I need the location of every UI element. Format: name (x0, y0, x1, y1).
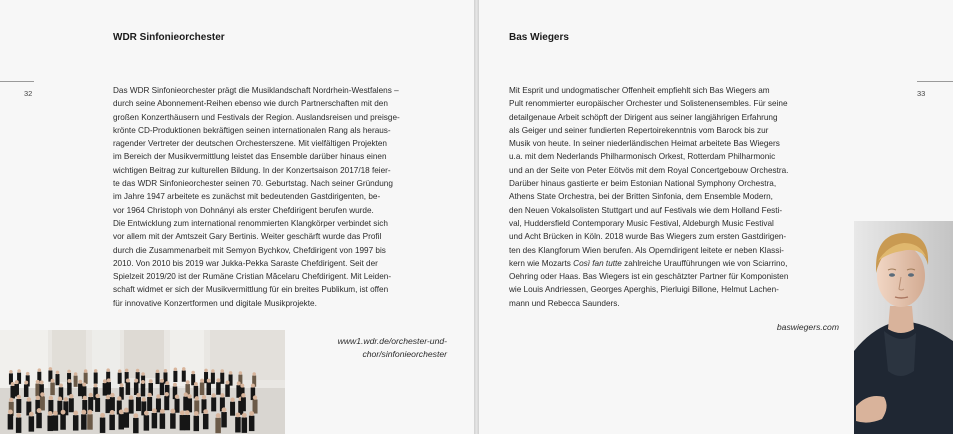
orchestra-photo (0, 330, 285, 434)
body-line: durch seine Abonnement-Reihen ebenso wie durch Partnerschaften mit den (113, 99, 388, 109)
musician-head (67, 379, 71, 383)
musician-figure (136, 397, 141, 411)
musician-head (222, 407, 227, 412)
musician-head (174, 367, 178, 371)
body-line-text: mann und Rebecca Saunders. (509, 298, 620, 308)
musician-head (236, 412, 241, 417)
musician-figure (200, 382, 205, 395)
baswiegers-url-link[interactable]: baswiegers.com (776, 322, 839, 332)
musician-head (173, 383, 177, 387)
musician-figure (242, 417, 248, 432)
body-line: vor 1964 Christoph von Dohnányi als erster Chefdirigent berufen wurde. (113, 205, 374, 215)
body-line-text: und Acht Brücken in Köln. 2018 wurde Bas Wiegers zum ersten Gastdirigen- (509, 232, 787, 242)
musician-head (16, 413, 21, 418)
musician-figure (109, 415, 115, 430)
musician-head (117, 396, 121, 400)
musician-head (144, 411, 149, 416)
musician-head (195, 396, 199, 400)
musician-figure (124, 412, 130, 427)
musician-head (36, 380, 40, 384)
body-line: vor allem mit der Amtszeit Gary Bertinis. Weiter geschärft wurde das Profil (113, 232, 382, 242)
musician-head (58, 396, 62, 400)
musician-figure (50, 383, 55, 396)
body-line (509, 190, 854, 203)
musician-figure (156, 373, 160, 384)
body-line: 2010. Von 2010 bis 2019 war Jukka-Pekka Saraste Chefdirigent. Seit der (113, 258, 378, 268)
musician-head (149, 379, 153, 383)
musician-head (88, 410, 93, 415)
musician-figure (10, 386, 15, 399)
musician-figure (126, 382, 131, 395)
musician-figure (84, 373, 88, 384)
musician-head (94, 383, 98, 387)
musician-figure (173, 371, 177, 382)
musician-figure (88, 397, 93, 411)
musician-figure (187, 398, 192, 412)
right-page-body (509, 84, 854, 310)
musician-head (194, 382, 198, 386)
musician-head (141, 380, 145, 384)
body-line-text: und an der Seite von Peter Eötvös mit dem Royal Concertgebouw Orchestra. (509, 165, 789, 175)
musician-figure (253, 400, 258, 414)
musician-figure (194, 416, 200, 431)
musician-head (194, 411, 199, 416)
musician-head (9, 370, 13, 374)
musician-figure (182, 371, 186, 382)
musician-head (133, 413, 138, 418)
musician-head (186, 380, 190, 384)
musician-head (164, 369, 168, 373)
musician-head (147, 393, 151, 397)
musician-figure (152, 413, 158, 428)
musician-head (160, 409, 165, 414)
musician-figure (103, 383, 108, 396)
body-line: wichtigen Beitrag zur kulturellen Bildung. In der Konzertsaison 2017/18 feier- (113, 165, 391, 175)
musician-head (126, 379, 130, 383)
musician-head (118, 369, 122, 373)
musician-figure (129, 400, 134, 414)
musician-head (17, 369, 21, 373)
musician-head (73, 411, 78, 416)
musician-figure (230, 402, 235, 416)
musician-head (67, 370, 71, 374)
body-line-text: val, Huddersfield Contemporary Music Festival, Aldeburgh Music Festival (509, 218, 774, 228)
musician-head (253, 395, 257, 399)
musician-head (156, 369, 160, 373)
musician-head (69, 394, 73, 398)
musician-head (200, 379, 204, 383)
musician-figure (47, 416, 53, 431)
musician-figure (185, 415, 191, 430)
body-line-text: Pult renommierter europäischer Orchester und Solistenensembles. Für seine (509, 99, 788, 109)
musician-head (220, 369, 224, 373)
musician-figure (106, 382, 111, 395)
musician-head (110, 410, 115, 415)
body-line (509, 297, 854, 310)
musician-head (74, 372, 78, 376)
body-line (509, 124, 854, 137)
musician-head (142, 397, 146, 401)
body-line (509, 177, 854, 190)
musician-head (203, 409, 208, 414)
musician-head (170, 409, 175, 414)
musician-head (204, 369, 208, 373)
musician-head (11, 382, 15, 386)
musician-head (152, 408, 157, 413)
body-line: für innovative Konzertformen und digitale Musikprojekte. (113, 298, 317, 308)
musician-head (106, 395, 110, 399)
body-line-text: den Neuen Vokalsolisten Stuttgart und auf Festivals wie dem Holland Festi- (509, 205, 783, 215)
orchestra-photo-graphic (0, 330, 285, 434)
body-line: großen Konzerthäusern und Festivals der Region. Auslandsreisen und preisge- (113, 112, 400, 122)
musician-figure (221, 412, 227, 427)
musician-figure (216, 382, 221, 395)
body-line (509, 204, 854, 217)
musician-head (242, 413, 247, 418)
left-page-heading: WDR Sinfonieorchester (113, 32, 225, 43)
body-line (509, 257, 854, 270)
left-page-body (113, 84, 458, 310)
musician-head (216, 378, 220, 382)
musician-figure (73, 415, 79, 430)
musician-figure (100, 418, 106, 433)
body-line-text: kern wie Mozarts (509, 258, 574, 268)
url-line[interactable]: chor/sinfonieorchester (362, 349, 447, 359)
url-line[interactable]: www1.wdr.de/orchester-und- (337, 336, 447, 346)
musician-head (136, 393, 140, 397)
musician-head (103, 379, 107, 383)
musician-head (211, 369, 215, 373)
musician-head (9, 398, 13, 402)
musician-figure (180, 415, 186, 430)
musician-head (17, 395, 21, 399)
musician-head (38, 368, 42, 372)
musician-head (83, 396, 87, 400)
body-line: Spielzeit 2019/20 ist der Rumäne Cristian Măcelaru Chefdirigent. Mit Leiden- (113, 272, 392, 282)
musician-head (134, 379, 138, 383)
musician-head (184, 392, 188, 396)
body-line (509, 137, 854, 150)
musician-head (207, 379, 211, 383)
musician-figure (160, 383, 165, 396)
body-line-text: Musik von heute. In seiner niederländischen Heimat arbeitete Bas Wiegers (509, 139, 780, 149)
musician-head (106, 368, 110, 372)
musician-figure (206, 382, 211, 395)
conductor-portrait (854, 221, 953, 434)
body-line (509, 97, 854, 110)
body-line-text: als Geiger und seiner fundierten Repertoirekenntnis vom Barock bis zur (509, 125, 769, 135)
musician-head (120, 383, 124, 387)
musician-head (15, 380, 19, 384)
musician-figure (95, 398, 100, 412)
musician-figure (40, 396, 45, 410)
musician-figure (29, 416, 35, 431)
musician-head (187, 394, 191, 398)
musician-head (49, 367, 53, 371)
musician-head (202, 395, 206, 399)
musician-head (237, 381, 241, 385)
musician-head (229, 371, 233, 375)
musician-figure (118, 414, 124, 429)
musician-figure (133, 418, 139, 433)
musician-figure (67, 383, 72, 396)
musician-head (56, 371, 60, 375)
musician-figure (164, 396, 169, 410)
body-line (509, 217, 854, 230)
body-line-text: zahlreiche Uraufführungen wie von Sciarrino, (621, 258, 788, 268)
musician-figure (160, 413, 166, 428)
body-line: durch die Zusammenarbeit mit Semyon Bychkov, Chefdirigent von 1997 bis (113, 245, 386, 255)
musician-figure (8, 414, 13, 429)
musician-head (64, 397, 68, 401)
musician-figure (55, 374, 59, 385)
musician-head (95, 394, 99, 398)
musician-figure (16, 418, 22, 433)
musician-figure (144, 415, 150, 430)
musician-figure (53, 415, 59, 430)
body-line-text: Oehring oder Haas. Bas Wiegers ist ein geschätzter Partner für Komponisten (509, 272, 789, 282)
body-line-text: detailgenaue Arbeit schöpft der Dirigent aus seiner langjährigen Erfahrung (509, 112, 778, 122)
musician-figure (175, 399, 180, 413)
body-line (509, 111, 854, 124)
musician-figure (14, 384, 18, 397)
musician-head (82, 382, 86, 386)
musician-figure (203, 414, 209, 429)
musician-head (216, 413, 221, 418)
body-line (509, 150, 854, 163)
left-page-number: 32 (24, 89, 33, 98)
musician-head (88, 393, 92, 397)
right-page-heading: Bas Wiegers (509, 32, 569, 43)
musician-head (51, 379, 55, 383)
musician-head (61, 410, 66, 415)
musician-head (78, 380, 82, 384)
body-line-text: Athens State Orchestra, bei der Britten Sinfonia, dem Ensemble Modern, (509, 192, 773, 202)
musician-figure (235, 417, 241, 432)
musician-figure (118, 373, 122, 384)
musician-figure (220, 373, 224, 384)
body-line (509, 283, 854, 296)
musician-figure (87, 414, 93, 429)
musician-head (165, 381, 169, 385)
musician-head (48, 411, 53, 416)
musician-head (53, 411, 58, 416)
musician-head (220, 393, 224, 397)
work-title: Così fan tutte (573, 258, 622, 268)
musician-head (239, 371, 243, 375)
musician-head (191, 371, 195, 375)
musician-head (27, 397, 31, 401)
musician-head (125, 369, 129, 373)
musician-head (211, 393, 215, 397)
musician-figure (60, 414, 66, 429)
conductor-portrait-graphic (854, 221, 953, 434)
musician-head (8, 409, 13, 414)
body-line (509, 270, 854, 283)
musician-head (84, 369, 88, 373)
musician-head (136, 369, 140, 373)
musician-figure (69, 398, 74, 412)
musician-head (165, 392, 169, 396)
body-line: schaft widmet er sich der Musikvermittlung für ein breites Publikum, ist offen (113, 285, 389, 295)
musician-figure (16, 399, 21, 413)
body-line: ragender Vertreter der deutschen Orchesterszene. Mit vielfältigen Projekten (113, 139, 387, 149)
body-line (509, 84, 854, 97)
musician-head (81, 410, 86, 415)
musician-figure (147, 397, 152, 411)
musician-figure (94, 373, 98, 384)
musician-head (24, 381, 28, 385)
body-line-text: ten des Klangforum Wien berufen. Als Operndirigent leitete er neben Klassi- (509, 245, 784, 255)
musician-head (241, 393, 245, 397)
musician-figure (211, 373, 215, 384)
body-line: im Jahre 1947 arbeitete es zunächst mit bedeutenden Gastdirigenten, be- (113, 192, 381, 202)
body-line: te das WDR Sinfonieorchester seinen 70. Geburtstag. Nach seiner Gründung (113, 179, 393, 189)
musician-head (226, 380, 230, 384)
musician-head (29, 412, 34, 417)
musician-figure (241, 397, 246, 411)
body-line (509, 164, 854, 177)
musician-head (59, 383, 63, 387)
musician-head (40, 380, 44, 384)
musician-head (175, 395, 179, 399)
musician-head (249, 411, 254, 416)
body-line-text: wie Louis Andriessen, Georges Aperghis, Pierluigi Billone, Helmut Lachen- (509, 285, 779, 295)
musician-head (160, 379, 164, 383)
musician-figure (74, 376, 78, 387)
left-page-rule (0, 81, 34, 82)
musician-head (129, 395, 133, 399)
musician-head (37, 408, 42, 413)
right-page-number: 33 (917, 89, 926, 98)
musician-head (119, 409, 124, 414)
musician-figure (106, 399, 111, 413)
musician-figure (215, 418, 221, 433)
musician-figure (81, 414, 87, 429)
musician-figure (225, 384, 230, 397)
musician-figure (141, 384, 146, 397)
musician-head (100, 413, 105, 418)
musician-figure (170, 413, 176, 428)
musician-head (110, 393, 114, 397)
body-line: krönte CD-Produktionen bekräftigen seinen internationalen Rang als heraus- (113, 125, 391, 135)
musician-figure (78, 384, 83, 397)
left-page (0, 0, 474, 434)
body-line-text: Mit Esprit und undogmatischer Offenheit empfiehlt sich Bas Wiegers am (509, 86, 770, 95)
musician-head (49, 396, 53, 400)
musician-figure (36, 413, 42, 428)
musician-head (141, 372, 145, 376)
body-line (509, 244, 854, 257)
body-line: im Bereich der Musikvermittlung leistet das Ensemble darüber hinaus einen (113, 152, 387, 162)
body-line: Die Entwicklung zum international renommierten Klangkörper verbindet sich (113, 218, 388, 228)
musician-head (251, 384, 255, 388)
musician-head (156, 394, 160, 398)
musician-head (107, 378, 111, 382)
musician-head (240, 384, 244, 388)
body-line-text: Darüber hinaus gastierte er beim Estonian National Symphony Orchestra, (509, 179, 777, 189)
musician-figure (249, 416, 255, 431)
body-line (509, 230, 854, 243)
musician-head (182, 367, 186, 371)
musician-head (185, 410, 190, 415)
right-page (479, 0, 953, 434)
musician-figure (35, 384, 40, 397)
musician-head (124, 408, 129, 413)
musician-head (94, 369, 98, 373)
musician-head (36, 396, 40, 400)
body-line-text: u.a. mit dem Nederlands Philharmonisch Orkest, Rotterdam Philharmonic (509, 152, 776, 162)
musician-figure (229, 374, 233, 385)
musician-head (26, 372, 30, 376)
musician-head (180, 410, 185, 415)
musician-head (230, 397, 234, 401)
musician-head (40, 392, 44, 396)
wdr-url-link[interactable] (290, 335, 447, 361)
musician-figure (24, 384, 29, 397)
right-page-rule (917, 81, 953, 82)
musician-figure (211, 397, 216, 411)
musician-head (252, 372, 256, 376)
musician-figure (110, 397, 115, 411)
body-line: Das WDR Sinfonieorchester prägt die Musiklandschaft Nordrhein-Westfalens – (113, 86, 399, 95)
